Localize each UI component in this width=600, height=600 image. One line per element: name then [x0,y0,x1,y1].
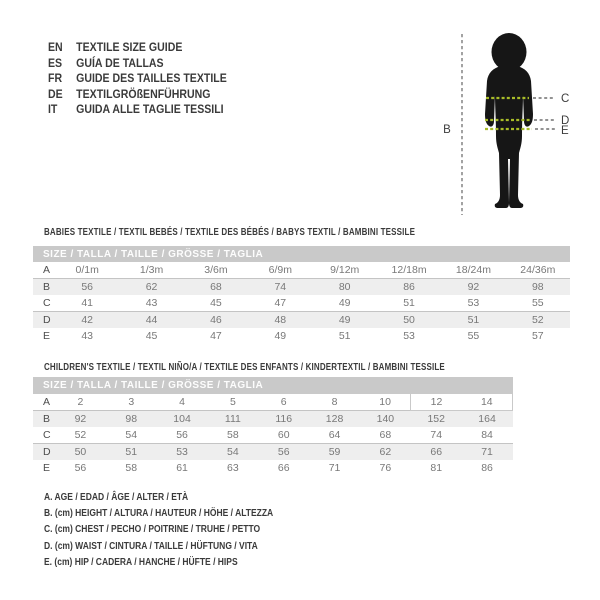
table-row [33,427,513,444]
size-value: 59 [309,444,360,461]
language-title: GUIDA ALLE TAGLIE TESSILI [76,102,224,117]
legend-line-chest: C. (cm) CHEST / PECHO / POITRINE / TRUHE / PETTO [44,524,261,536]
size-value: 52 [74,429,87,441]
legend-line-hip: E. (cm) HIP / CADERA / HANCHE / HÜFTE / HIPS [44,556,238,568]
size-value: 53 [403,330,415,342]
legend-line-age: A. AGE / EDAD / ÂGE / ALTER / ETÀ [44,492,189,503]
size-value: 74 [248,279,312,296]
size-value: 18/24m [455,264,491,276]
row-label: E [43,330,51,342]
language-title: GUÍA DE TALLAS [76,55,164,70]
child-head-silhouette [492,33,527,71]
row-label: C [43,429,51,441]
size-value: 45 [210,297,222,309]
table-row [33,312,570,329]
size-value: 63 [227,462,239,474]
language-code: FR [48,71,63,86]
size-value: 56 [258,444,309,461]
language-title: GUIDE DES TAILLES TEXTILE [76,71,227,86]
size-value: 92 [55,411,106,428]
height-label: B [443,124,451,136]
size-value: 51 [106,444,157,461]
language-row [48,102,227,118]
size-value: 111 [207,411,258,428]
size-value: 47 [274,297,287,309]
language-row [48,87,227,103]
row-label: E [43,462,51,474]
table-row [33,394,513,411]
size-value: 6/9m [268,264,292,276]
row-label: B [33,411,55,428]
size-value: 0/1m [75,264,99,276]
size-value: 81 [430,462,443,474]
size-value: 49 [338,297,351,309]
size-header: SIZE / TALLA / TAILLE / GRÖSSE / TAGLIA [33,377,513,394]
size-value: 49 [313,312,377,329]
size-value: 51 [338,330,351,342]
chest-label: C [561,93,570,105]
size-value: 50 [377,312,441,329]
size-value: 164 [462,411,513,428]
table-row [33,262,570,279]
size-value: 51 [441,312,505,329]
size-value: 1/3m [139,264,164,276]
table-header-row [33,246,570,262]
size-value: 76 [379,462,392,474]
legend-line-height: B. (cm) HEIGHT / ALTURA / HAUTEUR / HÖHE / ALTEZZA [44,508,274,520]
size-value: 41 [81,297,94,309]
size-value: 24/36m [520,264,556,276]
size-value: 42 [55,312,119,329]
size-value: 92 [441,279,505,296]
row-label: A [43,395,51,408]
size-value: 4 [179,395,185,408]
legend-line-waist: D. (cm) WAIST / CINTURA / TAILLE / HÜFTUNG / VITA [44,540,258,552]
language-title: TEXTILGRÖßENFÜHRUNG [76,86,211,101]
language-code: IT [48,102,58,117]
size-value: 56 [176,429,188,441]
size-value: 12/18m [391,264,427,276]
language-code: DE [48,86,63,101]
size-value: 71 [328,462,341,474]
language-title-list [48,40,227,118]
size-value: 68 [184,279,248,296]
size-value: 50 [55,444,106,461]
size-value: 56 [74,462,87,474]
size-value: 49 [274,330,287,342]
size-value: 46 [184,312,248,329]
size-value: 54 [207,444,258,461]
row-label: B [33,279,55,296]
size-value: 128 [309,411,360,428]
size-value: 51 [403,297,415,309]
table-row [33,279,570,296]
size-value: 43 [81,330,94,342]
size-value: 84 [481,429,493,441]
babies-size-table [33,246,570,344]
row-label: D [33,312,55,329]
size-value-boxed: 12 [411,394,462,411]
size-value: 45 [145,330,158,342]
babies-section-title: BABIES TEXTILE / TEXTIL BEBÉS / TEXTILE DES BÉBÉS / BABYS TEXTIL / BAMBINI TESSILE [44,227,416,238]
size-value: 68 [379,429,392,441]
size-value: 80 [313,279,377,296]
size-value: 9/12m [330,264,360,276]
size-value: 3 [128,395,135,408]
size-value: 62 [119,279,183,296]
size-value: 64 [328,429,341,441]
size-value: 43 [145,297,158,309]
size-value: 98 [506,279,570,296]
size-value: 86 [377,279,441,296]
size-value: 60 [277,429,290,441]
size-value: 48 [248,312,312,329]
size-value: 55 [531,297,544,309]
size-value: 66 [277,462,290,474]
size-value: 66 [411,444,462,461]
measurement-legend [44,490,273,571]
size-value: 104 [157,411,208,428]
size-value: 10 [379,395,391,408]
size-value: 54 [125,429,138,441]
language-code: EN [48,40,63,54]
child-silhouette-figure [420,15,590,225]
children-section-title: CHILDREN'S TEXTILE / TEXTIL NIÑO/A / TEXTILE DES ENFANTS / KINDERTEXTIL / BAMBINI TESSILE [44,362,445,373]
size-value: 57 [531,330,544,342]
child-body-silhouette [485,66,533,208]
children-size-table [33,377,513,476]
size-header: SIZE / TALLA / TAILLE / GRÖSSE / TAGLIA [33,246,570,262]
size-value: 58 [125,462,138,474]
table-row [33,295,570,312]
size-value: 140 [360,411,411,428]
size-value: 55 [467,330,480,342]
size-value: 53 [467,297,480,309]
table-row [33,460,513,476]
size-value: 152 [411,411,462,428]
size-value: 56 [55,279,119,296]
waist-label: D [561,115,570,127]
size-value: 6 [280,395,287,408]
size-value: 47 [210,330,222,342]
language-title: TEXTILE SIZE GUIDE [76,40,183,54]
row-label: D [33,444,55,461]
size-value: 5 [229,395,236,408]
row-label: A [43,264,51,276]
language-row [48,40,227,56]
table-row [33,411,513,428]
language-code: ES [48,55,63,70]
size-value: 58 [227,429,239,441]
size-value: 74 [430,429,443,441]
language-row [48,56,227,72]
size-value: 52 [506,312,570,329]
hip-label: E [561,125,569,137]
size-value: 86 [481,462,493,474]
table-row [33,328,570,344]
size-value: 116 [258,411,309,428]
size-value: 2 [77,395,84,408]
size-value: 62 [360,444,411,461]
language-row [48,71,227,87]
size-value: 8 [331,395,338,408]
table-header-row [33,377,513,394]
size-value: 53 [157,444,208,461]
size-value: 71 [462,444,513,461]
size-value: 44 [119,312,183,329]
table-row [33,444,513,461]
size-value-boxed: 14 [462,394,513,411]
size-value: 61 [176,462,188,474]
size-value: 3/6m [204,264,228,276]
size-value: 98 [106,411,157,428]
row-label: C [43,297,51,309]
